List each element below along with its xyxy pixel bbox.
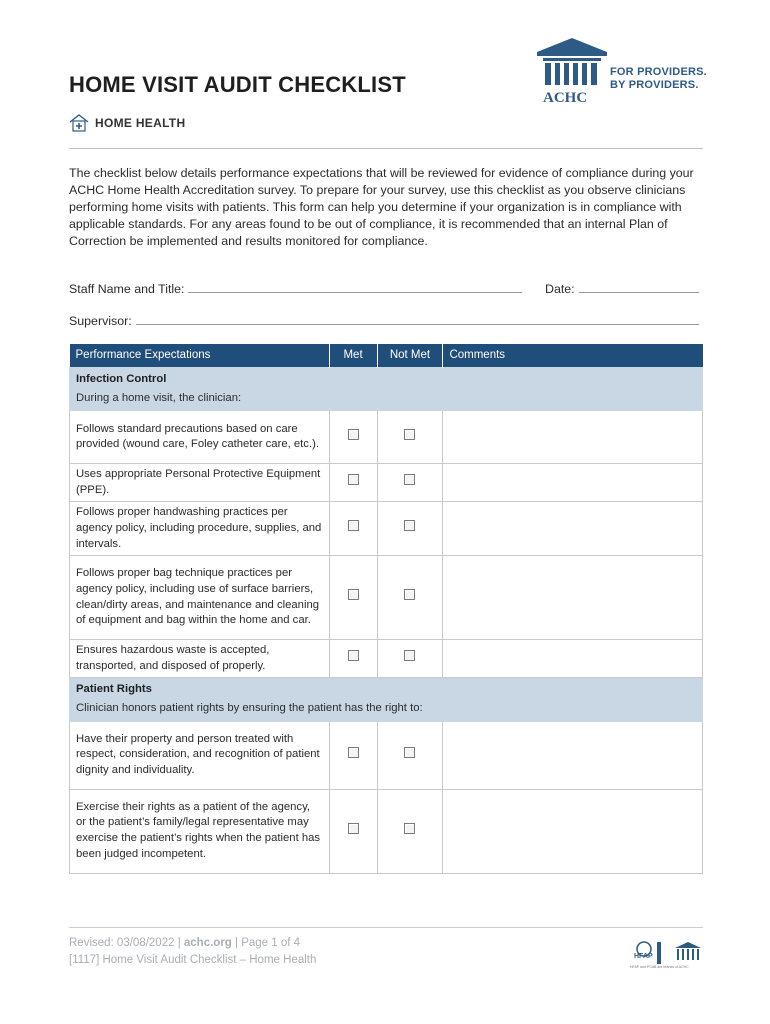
supervisor-field [69, 314, 699, 328]
table-row [70, 556, 703, 640]
subtitle-text: HOME HEALTH [95, 116, 186, 130]
logo-tagline-line1: FOR PROVIDERS. [610, 66, 707, 78]
met-cell [329, 411, 377, 464]
table-row [70, 502, 703, 556]
comments-cell[interactable] [443, 789, 703, 873]
expectation-text: Uses appropriate Personal Protective Equipment (PPE). [70, 464, 330, 502]
hfap-logo-text: HFAP [634, 953, 653, 960]
footer [69, 935, 316, 969]
staff-field [69, 282, 522, 296]
section-title: Patient Rights [76, 683, 152, 696]
met-cell [329, 556, 377, 640]
not-met-checkbox[interactable] [404, 747, 415, 758]
audit-table [69, 344, 703, 874]
not-met-checkbox[interactable] [404, 650, 415, 661]
not-met-checkbox[interactable] [404, 589, 415, 600]
hfap-logo-caption: HFAP and PCAB are brands of ACHC [630, 965, 689, 969]
table-row [70, 411, 703, 464]
not-met-checkbox[interactable] [404, 520, 415, 531]
section-description: Clinician honors patient rights by ensuring the patient has the right to: [76, 701, 423, 714]
home-icon [69, 113, 89, 133]
site-link[interactable]: achc.org [183, 937, 232, 949]
not-met-cell [377, 721, 443, 789]
met-checkbox[interactable] [348, 823, 359, 834]
footer-logos [630, 940, 705, 974]
expectation-text: Exercise their rights as a patient of the agency, or the patient’s family/legal representative may exercise the patient’s rights when the patient has been judged incompetent. [70, 789, 330, 873]
header-comments: Comments [443, 344, 703, 368]
table-header-row [70, 344, 703, 368]
section-row-infection-control [70, 368, 703, 411]
met-checkbox[interactable] [348, 747, 359, 758]
met-checkbox[interactable] [348, 429, 359, 440]
not-met-cell [377, 556, 443, 640]
logo-wordmark: ACHC [543, 90, 588, 106]
not-met-cell [377, 789, 443, 873]
comments-cell[interactable] [443, 556, 703, 640]
comments-cell[interactable] [443, 721, 703, 789]
intro-paragraph: The checklist below details performance expectations that will be reviewed for evidence of compliance during your ACHC Home Health Accreditation survey. To prepare for your survey, use this checklist as you observe clinicians performing home visits with patients. This form can help you determine if your organization is in compliance with applicable standards. For any areas found to be out of compliance, it is recommended that an internal Plan of Correction be implemented and results monitored for compliance. [69, 166, 694, 248]
section-cell [70, 368, 703, 411]
comments-cell[interactable] [443, 464, 703, 502]
met-cell [329, 640, 377, 678]
comments-cell[interactable] [443, 411, 703, 464]
achc-logo [537, 38, 717, 108]
building-icon [537, 38, 607, 93]
footer-separator: | [235, 937, 242, 949]
table-row [70, 789, 703, 873]
header-met: Met [329, 344, 377, 368]
header-divider [69, 148, 703, 149]
date-field [545, 282, 699, 296]
expectation-text: Follows proper handwashing practices per agency policy, including procedure, supplies, and intervals. [70, 502, 330, 556]
not-met-checkbox[interactable] [404, 823, 415, 834]
staff-input-line[interactable] [188, 282, 522, 293]
expectation-text: Follows proper bag technique practices per agency policy, including use of surface barriers, clean/dirty areas, and maintenance and cleaning of equipment and bag within the home and car. [70, 556, 330, 640]
page-title: HOME VISIT AUDIT CHECKLIST [69, 72, 406, 97]
table-row [70, 721, 703, 789]
expectation-text: Have their property and person treated with respect, consideration, and recognition of patient dignity and individuality. [70, 721, 330, 789]
met-checkbox[interactable] [348, 589, 359, 600]
subtitle [69, 113, 185, 133]
met-cell [329, 721, 377, 789]
footer-separator: | [177, 937, 184, 949]
section-row-patient-rights [70, 678, 703, 721]
met-checkbox[interactable] [348, 520, 359, 531]
not-met-checkbox[interactable] [404, 474, 415, 485]
met-cell [329, 502, 377, 556]
header-expectations: Performance Expectations [70, 344, 330, 368]
supervisor-input-line[interactable] [136, 314, 699, 325]
section-cell [70, 678, 703, 721]
revised-date: Revised: 03/08/2022 [69, 937, 175, 949]
date-input-line[interactable] [579, 282, 699, 293]
header-not-met: Not Met [377, 344, 443, 368]
not-met-cell [377, 502, 443, 556]
logo-tagline [610, 66, 707, 92]
footer-line1 [69, 935, 316, 952]
expectation-text: Follows standard precautions based on care provided (wound care, Foley catheter care, etc.). [70, 411, 330, 464]
met-checkbox[interactable] [348, 650, 359, 661]
not-met-cell [377, 464, 443, 502]
supervisor-label: Supervisor: [69, 314, 132, 328]
page-number: Page 1 of 4 [241, 937, 301, 949]
section-description: During a home visit, the clinician: [76, 391, 242, 404]
section-title: Infection Control [76, 373, 167, 385]
doc-name: [1117] Home Visit Audit Checklist – Home Health [69, 954, 317, 966]
staff-label: Staff Name and Title: [69, 282, 185, 296]
comments-cell[interactable] [443, 640, 703, 678]
not-met-checkbox[interactable] [404, 429, 415, 440]
not-met-cell [377, 411, 443, 464]
met-cell [329, 789, 377, 873]
not-met-cell [377, 640, 443, 678]
footer-divider [69, 927, 703, 928]
table-row [70, 640, 703, 678]
date-label: Date: [545, 282, 575, 296]
expectation-text: Ensures hazardous waste is accepted, transported, and disposed of properly. [70, 640, 330, 678]
table-row [70, 464, 703, 502]
met-cell [329, 464, 377, 502]
comments-cell[interactable] [443, 502, 703, 556]
met-checkbox[interactable] [348, 474, 359, 485]
logo-tagline-line2: BY PROVIDERS. [610, 79, 699, 91]
